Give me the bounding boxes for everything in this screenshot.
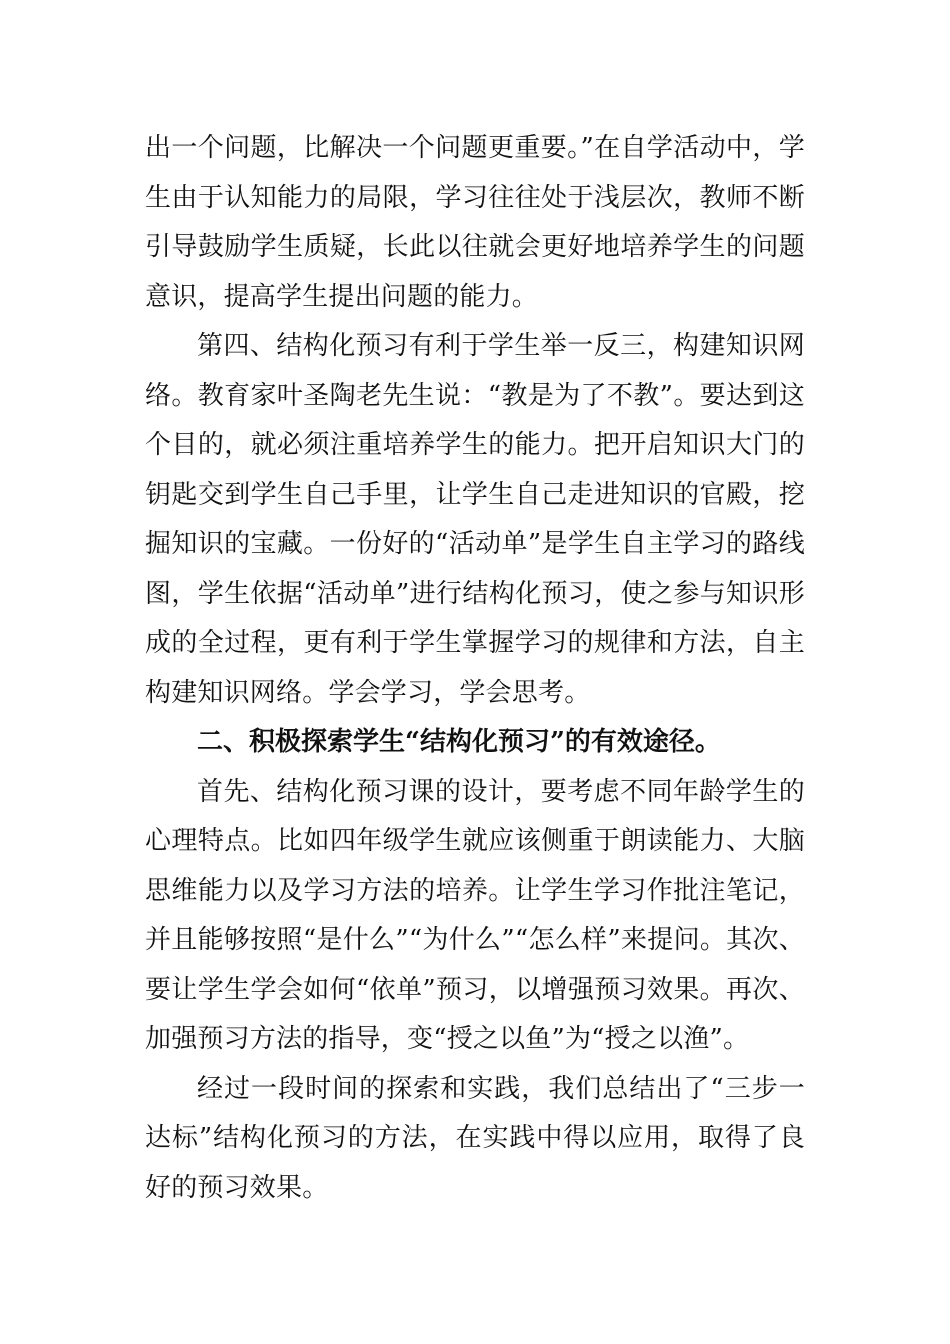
paragraph-point-four: 第四、结构化预习有利于学生举一反三，构建知识网络。教育家叶圣陶老先生说：“教是为了不教”。要达到这个目的，就必须注重培养学生的能力。把开启知识大门的钥匙交到学生自己手里，让学生自己走进知识的官殿，挖掘知识的宝藏。一份好的“活动单”是学生自主学习的路线图，学生依据“活动单”进行结构化预习，使之参与知识形成的全过程，更有利于学生掌握学习的规律和方法，自主构建知识网络。学会学习，学会思考。 <box>145 331 805 708</box>
paragraph-approach: 首先、结构化预习课的设计，要考虑不同年龄学生的心理特点。比如四年级学生就应该侧重于朗读能力、大脑思维能力以及学习方法的培养。让学生学习作批注笔记，并且能够按照“是什么”“为什么”“怎么样”来提问。其次、要让学生学会如何“依单”预习，以增强预习效果。再次、加强预习方法的指导，变“授之以鱼”为“授之以渔”。 <box>145 776 805 1054</box>
section-heading: 二、积极探索学生“结构化预习”的有效途径。 <box>197 727 721 757</box>
paragraph-continuation: 出一个问题，比解决一个问题更重要。”在自学活动中，学生由于认知能力的局限，学习往往处于浅层次，教师不断引导鼓励学生质疑，长此以往就会更好地培养学生的问题意识，提高学生提出问题的能力。 <box>145 133 805 312</box>
document-page <box>145 124 805 1213</box>
paragraph-summary: 经过一段时间的探索和实践，我们总结出了“三步一达标”结构化预习的方法，在实践中得以应用，取得了良好的预习效果。 <box>145 1073 805 1203</box>
